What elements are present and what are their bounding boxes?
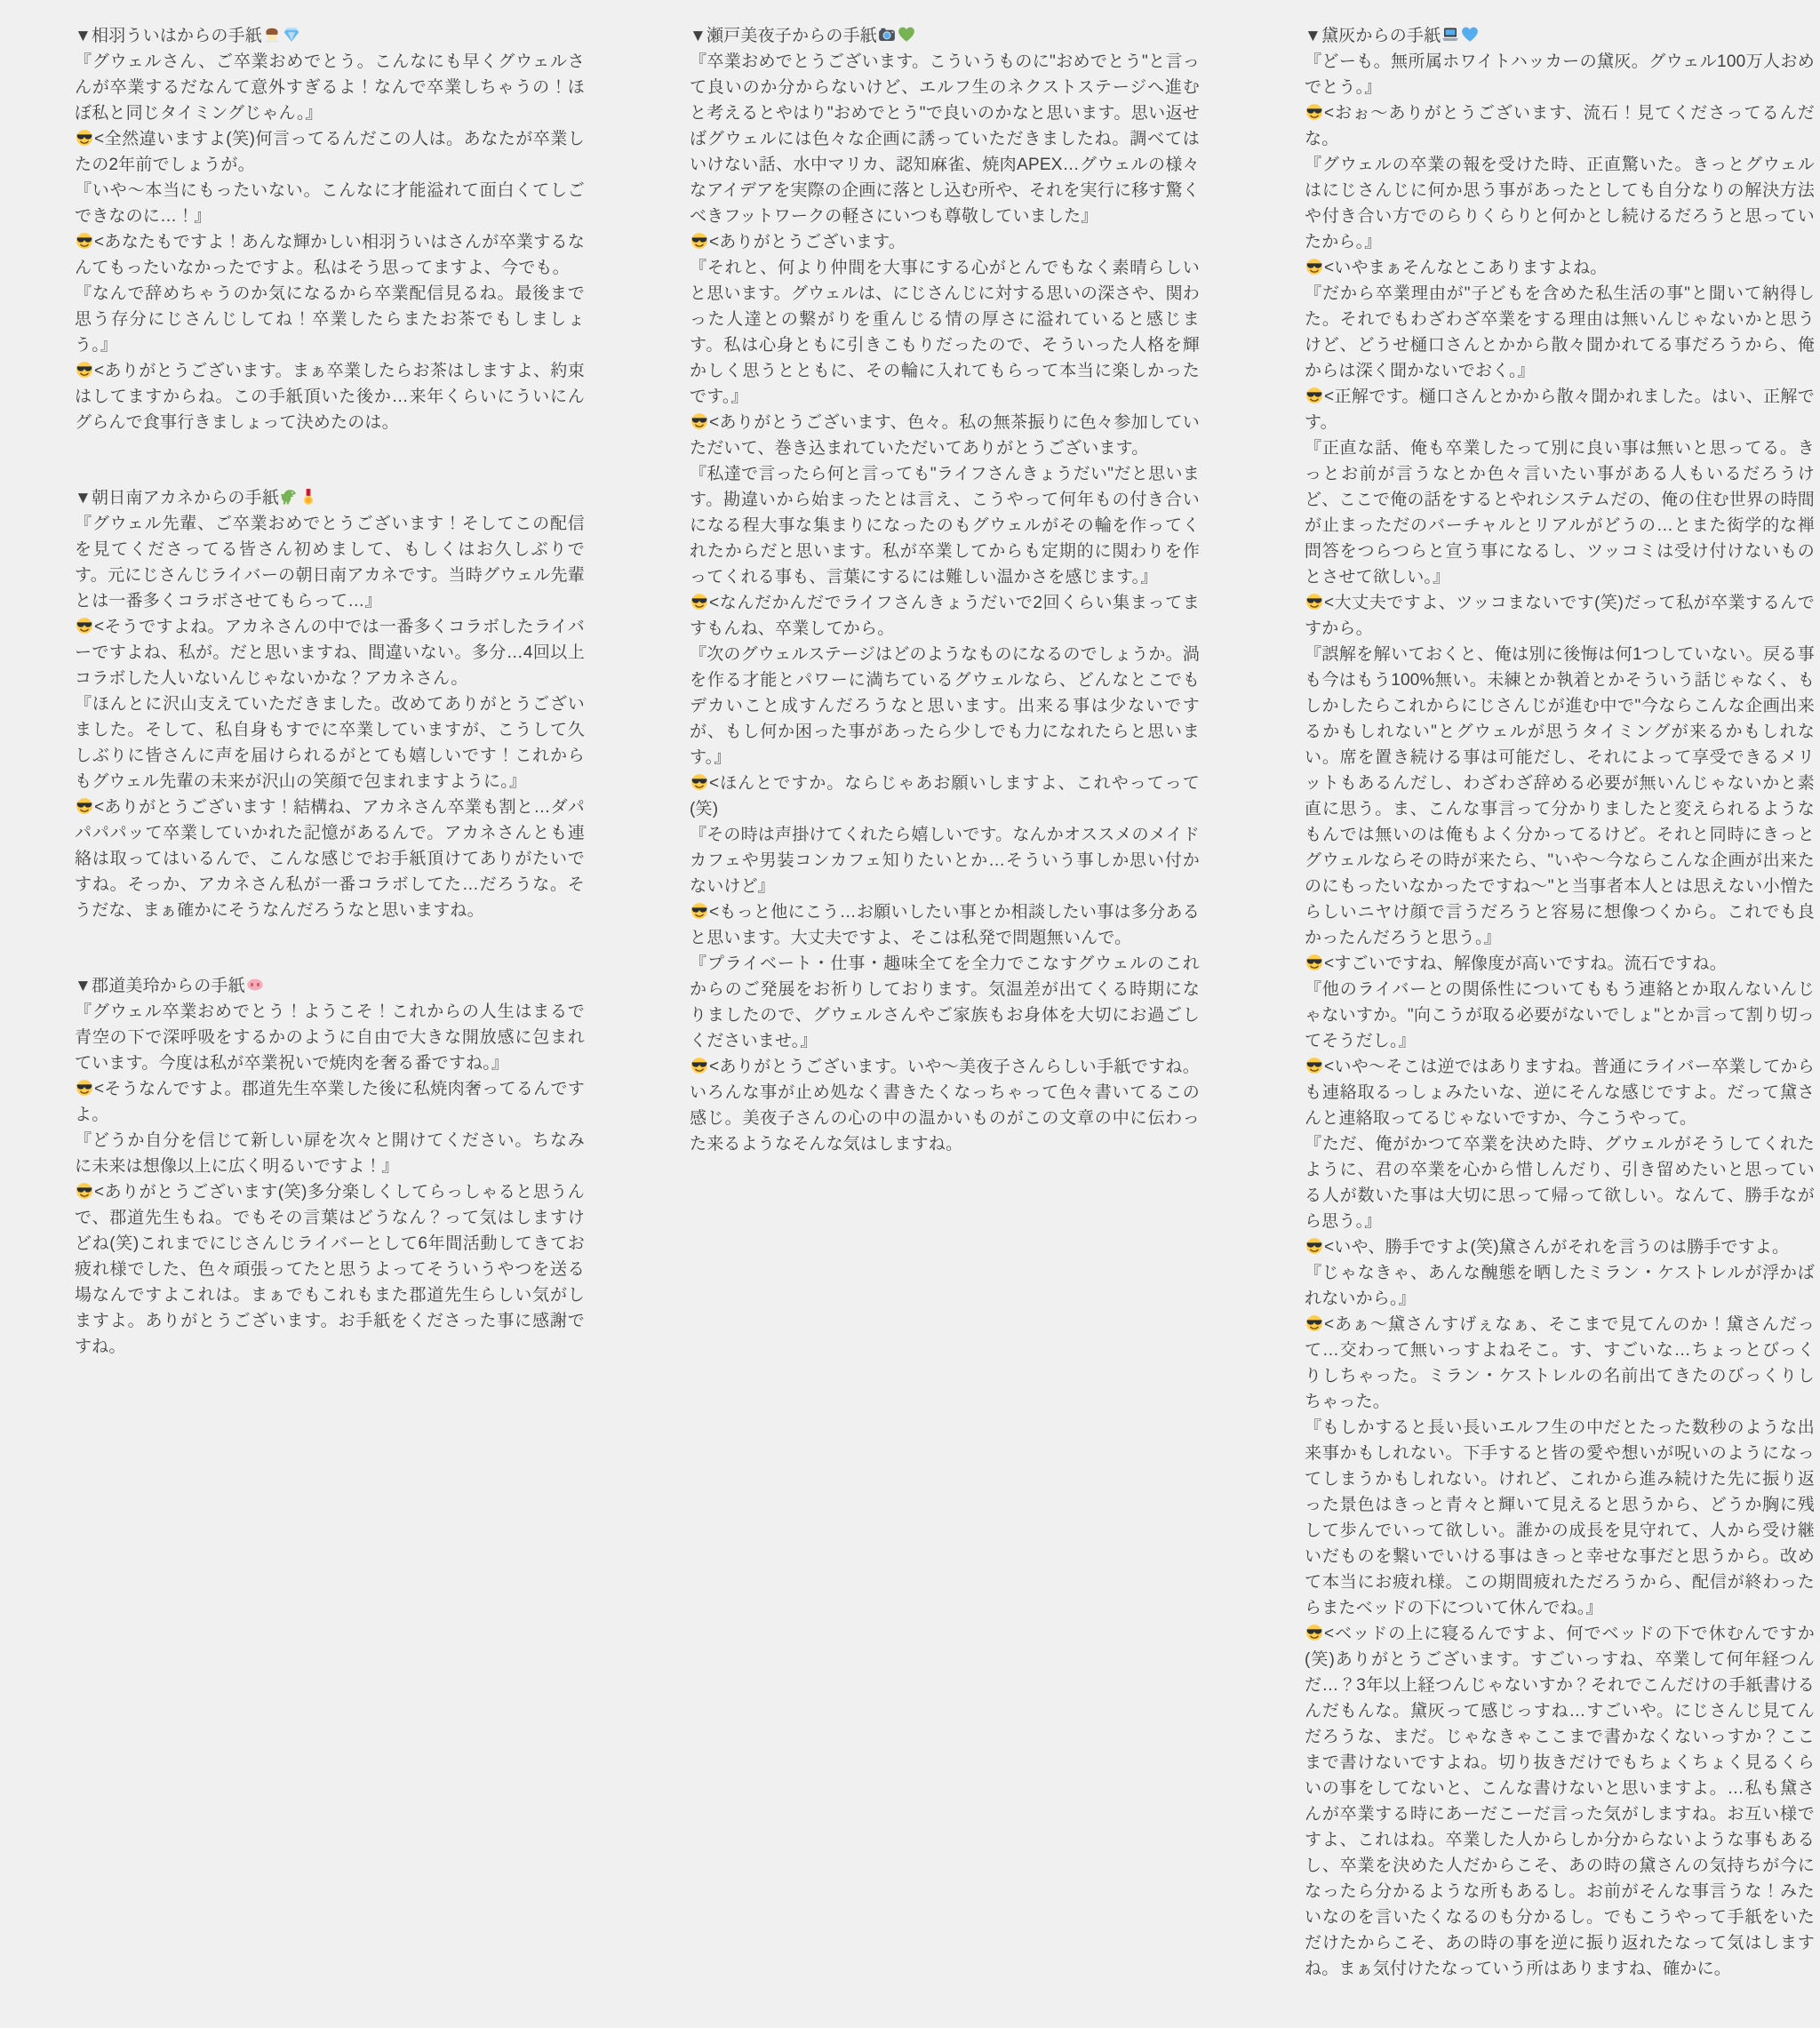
letter-quote: 『私達で言ったら何と言っても"ライフさんきょうだい"だと思います。勘違いから始まったとは言え、こうやって何年もの付き合いになる程大事な集まりになったのもグウェルがその輪を作ってくれたからだと思います。私が卒業してからも定期的に関わりを作ってくれる事も、言葉にするには難しい温かさを感じます。』 [690,465,1200,587]
t-rex-icon [280,488,298,506]
letter-section-header: ▼瀬戸美夜子からの手紙 [690,23,1200,49]
letter-column [1305,23,1815,2028]
streamer-reply: <ありがとうございます(笑)多分楽しくしてらっしゃると思うんで、郡道先生もね。でもその言葉はどうなん？って気はしますけどね(笑)これまでにじさんじライバーとして6年間活動してきてお疲れ様でした、色々頑張ってたと思うよってそういうやつを送る場なんですよこれは。まぁでもこれもまた郡道先生らしい気がしますよ。ありがとうございます。お手紙をくださった事に感謝ですね。 [75,1183,585,1356]
streamer-reply: <おぉ〜ありがとうございます、流石！見てくださってるんだな。 [1305,104,1815,148]
letter-quote: 『どーも。無所属ホワイトハッカーの黛灰。グウェル100万人おめでとう。』 [1305,52,1815,97]
letter-quote: 『プライベート・仕事・趣味全てを全力でこなすグウェルのこれからのご発展をお祈りしております。気温差が出てくる時期になりましたので、グウェルさんやご家族もお身体を大切にお過ごしくださいませ。』 [690,954,1200,1050]
letter-section [75,23,585,435]
letter-quote: 『グウェル先輩、ご卒業おめでとうございます！そしてこの配信を見てくださってる皆さん初めまして、もしくはお久しぶりです。元にじさんじライバーの朝日南アカネです。当時グウェル先輩とは一番多くコラボさせてもらって…』 [75,515,585,611]
streamer-reply: <すごいですね、解像度が高いですね。流石ですね。 [1305,951,1815,977]
streamer-reply: <ベッドの上に寝るんですよ、何でベッドの下で休むんですか(笑)ありがとうございます。すごいっすね、卒業して何年経つんだ…？3年以上経つんじゃないすか？それでこんだけの手紙書けるんだもんな。黛灰って感じっすね…すごいや。にじさんじ見てんだろうな、まだ。じゃなきゃここまで書かなくないっすか？ここまで書けないですよね。切り抜きだけでもちょくちょく見るくらいの事をしてないと、こんな書けないと思いますよ。…私も黛さんが卒業する時にあーだこーだ言った気がしますね。お互い様ですよ、これはね。卒業した人からしか分からないような事もあるし、卒業を決めた人だからこそ、あの時の黛さんの気持ちが今になったら分かるような所もあるし。お前がそんな事言うな！みたいなのを言いたくなるのも分かるし。でもこうやって手紙をいただけたからこそ、あの時の事を逆に振り返れたなって気はしますね。まぁ気付けたなっていう所はありますね、確かに。 [1305,1625,1815,1978]
blue-heart-icon [1461,26,1479,44]
sunglasses-face-icon [1305,1057,1323,1074]
green-heart-icon [898,26,915,44]
medal-icon [299,488,317,506]
letter-quote: 『誤解を解いておくと、俺は別に後悔は何1つしていない。戻る事も今はもう100%無い。未練とか執着とかそういう話じゃなく、もしかしたらこれからにじさんじが進む中で"今ならこんな企画出来るかもしれない"とグウェルが思うタイミングが来るかもしれない。席を置き続ける事は可能だし、それによって享受できるメリットもあるんだし、わざわざ辞める必要が無いんじゃないかと素直に思う。ま、こんな事言って分かりましたと変えられるようなもんでは無いのは俺もよく分かってるけど。それと同時にきっとグウェルならその時が来たら、"いや〜今ならこんな企画が出来たのにもったいなかったですね〜"と当事者本人とは思えない小憎たらしいニヤけ顔で言うだろうと容易に想像つくから。これでも良かったんだろうと思う。』 [1305,645,1815,947]
letter-quote: 『他のライバーとの関係性についてももう連絡とか取んないんじゃないすか。"向こうが取る必要がないでしょ"とか言って割り切ってそうだし。』 [1305,980,1815,1050]
letter-column [690,23,1200,2028]
sunglasses-face-icon [690,902,708,920]
streamer-reply: <ありがとうございます！結構ね、アカネさん卒業も割と…ダパパパパッて卒業していかれた記憶があるんで。アカネさんとも連絡は取ってはいるんで、こんな感じでお手紙頂けてありがたいですね。そっか、アカネさん私が一番コラボしてた…だろうな。そうだな、まぁ確かにそうなんだろうなと思いますね。 [75,798,585,920]
streamer-reply: <ほんとですか。ならじゃあお願いしますよ、これやってって(笑) [690,774,1200,818]
letter-quote: 『次のグウェルステージはどのようなものになるのでしょうか。渦を作る才能とパワーに満ちているグウェルなら、どんなとこでもデカいこと成すんだろうなと思います。出来る事は少ないですが、もし何か困った事があったら少しでも力になれたらと思います。』 [690,645,1200,767]
letter-quote: 『いや〜本当にもったいない。こんなに才能溢れて面白くてしごできなのに…！』 [75,181,585,226]
letter-section-header: ▼郡道美玲からの手紙 [75,973,585,999]
streamer-reply: <そうなんですよ。郡道先生卒業した後に私焼肉奢ってるんですよ。 [75,1080,585,1124]
streamer-reply: <あなたもですよ！あんな輝かしい相羽ういはさんが卒業するなんてもったいなかったですよ。私はそう思ってますよ、今でも。 [75,233,585,277]
camera-icon [878,26,896,44]
sunglasses-face-icon [76,617,93,635]
letter-quote: 『もしかすると長い長いエルフ生の中だとたった数秒のような出来事かもしれない。下手すると皆の愛や想いが呪いのようになってしまうかもしれない。けれど、これから進み続けた先に振り返った景色はきっと青々と輝いて見えると思うから、どうか胸に残して歩んでいって欲しい。誰かの成長を見守れて、人から受け継いだものを繋いでいける事はきっと幸せな事だと思うから。改めて本当にお疲れ様。この期間疲れただろうから、配信が終わったらまたベッドの下について休んでね。』 [1305,1418,1815,1617]
sunglasses-face-icon [1305,1314,1323,1332]
sunglasses-face-icon [76,361,93,379]
sunglasses-face-icon [690,1057,708,1074]
streamer-reply: <ありがとうございます。 [690,229,1200,255]
letter-quote: 『グウェルさん、ご卒業おめでとう。こんなにも早くグウェルさんが卒業するだなんて意外すぎるよ！なんで卒業しちゃうの！ほぼ私と同じタイミングじゃん。』 [75,52,585,123]
letter-quote: 『グウェル卒業おめでとう！ようこそ！これからの人生はまるで青空の下で深呼吸をするかのように自由で大きな開放感に包まれています。今度は私が卒業祝いで焼肉を奢る番ですね。』 [75,1002,585,1073]
sunglasses-face-icon [1305,1624,1323,1641]
letter-section [75,973,585,1360]
streamer-reply: <いや、勝手ですよ(笑)黛さんがそれを言うのは勝手ですよ。 [1305,1234,1815,1260]
letter-section [75,485,585,923]
streamer-reply: <ありがとうございます。まぁ卒業したらお茶はしますよ、約束はしてますからね。この手紙頂いた後か…来年くらいにういにんグらんで食事行きましょって決めたのは。 [75,362,585,432]
letter-section [1305,23,1815,1982]
sunglasses-face-icon [76,1182,93,1200]
sunglasses-face-icon [76,232,93,250]
streamer-reply: <そうですよね。アカネさんの中では一番多くコラボしたライバーですよね、私が。だと思いますね、間違いない。多分…4回以上コラボした人いないんじゃないかな？アカネさん。 [75,618,585,688]
streamer-reply: <ありがとうございます、色々。私の無茶振りに色々参加していただいて、巻き込まれていただいてありがとうございます。 [690,413,1200,458]
letter-quote: 『だから卒業理由が"子どもを含めた私生活の事"と聞いて納得した。それでもわざわざ卒業をする理由は無いんじゃないかと思うけど、どうせ樋口さんとかから散々聞かれてる事だろうから、俺からは深く聞かないでおく。』 [1305,284,1815,380]
streamer-reply: <正解です。樋口さんとかから散々聞かれました。はい、正解です。 [1305,387,1815,432]
streamer-reply: <大丈夫ですよ、ツッコまないです(笑)だって私が卒業するんですから。 [1305,594,1815,638]
letter-column [75,23,585,2028]
sunglasses-face-icon [1305,258,1323,275]
sunglasses-face-icon [690,232,708,250]
letter-section-header: ▼朝日南アカネからの手紙 [75,485,585,511]
sunglasses-face-icon [1305,387,1323,404]
sunglasses-face-icon [76,129,93,147]
letter-quote: 『正直な話、俺も卒業したって別に良い事は無いと思ってる。きっとお前が言うなとか色々言いたい事がある人もいるだろうけど、ここで俺の話をするとやれシステムだの、俺の住む世界の時間が止まっただのバーチャルとリアルがどうの…とまた衒学的な禅問答をつらつらと宣う事になるし、ツッコミは受け付けないものとさせて欲しい。』 [1305,439,1815,587]
streamer-reply: <いや〜そこは逆ではありますね。普通にライバー卒業してからも連絡取るっしょみたいな、逆にそんな感じですよ。だって黛さんと連絡取ってるじゃないですか、今こうやって。 [1305,1058,1815,1128]
letter-quote: 『じゃなきゃ、あんな醜態を晒したミラン・ケストレルが浮かばれないから。』 [1305,1264,1815,1308]
sunglasses-face-icon [690,593,708,611]
sunglasses-face-icon [76,797,93,815]
letter-section-header: ▼黛灰からの手紙 [1305,23,1815,49]
letter-section [690,23,1200,1157]
sunglasses-face-icon [1305,954,1323,971]
letter-section-header: ▼相羽ういはからの手紙 [75,23,585,49]
sunglasses-face-icon [76,1079,93,1097]
letter-quote: 『グウェルの卒業の報を受けた時、正直驚いた。きっとグウェルはにじさんじに何か思う事があったとしても自分なりの解決方法や付き合い方でのらりくらりと何かとし続けるだろうと思っていたから。』 [1305,156,1815,252]
sunglasses-face-icon [1305,593,1323,611]
sunglasses-face-icon [690,412,708,430]
streamer-reply: <ありがとうございます。いや〜美夜子さんらしい手紙ですね。いろんな事が止め処なく書きたくなっちゃって色々書いてるこの感じ。美夜子さんの心の中の温かいものがこの文章の中に伝わった来るようなそんな気はしますね。 [690,1058,1200,1154]
sunglasses-face-icon [1305,1237,1323,1255]
laptop-icon [1441,26,1459,44]
letter-quote: 『どうか自分を信じて新しい扉を次々と開けてください。ちなみに未来は想像以上に広く明るいですよ！』 [75,1131,585,1176]
streamer-reply: <もっと他にこう…お願いしたい事とか相談したい事は多分あると思います。大丈夫ですよ、そこは私発で問題無いんで。 [690,903,1200,947]
pig-nose-icon [246,976,264,994]
letter-quote: 『ただ、俺がかつて卒業を決めた時、グウェルがそうしてくれたように、君の卒業を心から惜しんだり、引き留めたいと思っている人が数いた事は大切に思って帰って欲しい。なんて、勝手ながら思う。』 [1305,1135,1815,1231]
letter-quote: 『ほんとに沢山支えていただきました。改めてありがとうございました。そして、私自身もすでに卒業していますが、こうして久しぶりに皆さんに声を届けられるがとても嬉しいです！これからもグウェル先輩の未来が沢山の笑顔で包まれますように。』 [75,695,585,791]
streamer-reply: <あぁ〜黛さんすげぇなぁ、そこまで見てんのか！黛さんだって…交わって無いっすよねそこ。す、すごいな…ちょっとびっくりしちゃった。ミラン・ケストレルの名前出てきたのびっくりしちゃった。 [1305,1315,1815,1411]
letter-quote: 『それと、何より仲間を大事にする心がとんでもなく素晴らしいと思います。グウェルは、にじさんじに対する思いの深さや、関わった人達との繋がりを重んじる情の厚さに溢れていると感じます。私は心身ともに引きこもりだったので、そういった人格を輝かしく思うとともに、その輪に入れてもらって本当に楽しかったです。』 [690,259,1200,406]
streamer-reply: <いやまぁそんなとこありますよね。 [1305,255,1815,281]
streamer-reply: <全然違いますよ(笑)何言ってるんだこの人は。あなたが卒業したの2年前でしょうが。 [75,130,585,174]
letter-quote: 『なんで辞めちゃうのか気になるから卒業配信見るね。最後まで思う存分にじさんじしてね！卒業したらまたお茶でもしましょう。』 [75,284,585,355]
sunglasses-face-icon [690,773,708,791]
streamer-reply: <なんだかんだでライフさんきょうだいで2回くらい集まってますもんね、卒業してから。 [690,594,1200,638]
letter-quote: 『卒業おめでとうございます。こういうものに"おめでとう"と言って良いのか分からないけど、エルフ生のネクストステージへ進むと考えるとやはり"おめでとう"で良いのかなと思います。思い返せばグウェルには色々な企画に誘っていただきましたね。調べてはいけない話、水中マリカ、認知麻雀、焼肉APEX…グウェルの様々なアイデアを実際の企画に落とし込む所や、それを実行に移す驚くべきフットワークの軽さにいつも尊敬していました』 [690,52,1200,226]
gem-icon [283,26,300,44]
sunglasses-face-icon [1305,103,1323,121]
letter-quote: 『その時は声掛けてくれたら嬉しいです。なんかオススメのメイドカフェや男装コンカフェ知りたいとか…そういう事しか思い付かないけど』 [690,826,1200,896]
pudding-icon [263,26,281,44]
